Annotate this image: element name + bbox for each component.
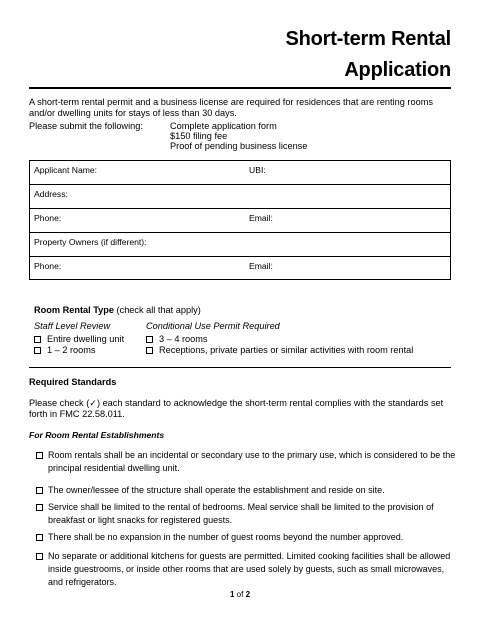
submit-item: $150 filing fee (170, 131, 228, 141)
owner-phone-label: Phone: (34, 261, 62, 271)
property-owners-label: Property Owners (if different): (34, 237, 147, 247)
standard-text: No separate or additional kitchens for guests are permitted. Limited cooking facilities shall be allowed inside guestrooms, or inside other rooms that are used solely by guests, such as small microwaves, and refrigerators. (48, 551, 451, 587)
room-rental-heading-note: (check all that apply) (113, 305, 201, 315)
checkbox-icon[interactable] (34, 336, 41, 343)
standard-item[interactable] (36, 484, 456, 497)
checkbox-icon[interactable] (36, 553, 43, 560)
checkbox-icon[interactable] (146, 347, 153, 354)
standard-text: The owner/lessee of the structure shall operate the establishment and reside on site. (48, 485, 385, 495)
standard-item[interactable] (36, 550, 456, 589)
email-label: Email: (249, 213, 273, 223)
room-rental-establishments-subheading: For Room Rental Establishments (29, 430, 165, 440)
standard-text: Room rentals shall be an incidental or secondary use to the primary use, which is considered to be the principal residential dwelling unit. (48, 450, 456, 473)
required-standards-heading: Required Standards (29, 377, 117, 387)
submit-item: Complete application form (170, 121, 277, 131)
page-title-line1: Short-term Rental (285, 28, 451, 50)
checkbox-icon[interactable] (36, 487, 43, 494)
submit-label: Please submit the following: (29, 121, 143, 131)
title-divider (29, 87, 451, 89)
standards-intro: Please check (✓) each standard to acknowledge the short-term rental complies with the standards set forth in FMC 22.58.011. (29, 398, 444, 419)
form-row-address[interactable] (30, 185, 450, 209)
page-total: 2 (245, 590, 251, 599)
checkbox-icon[interactable] (146, 336, 153, 343)
standard-item[interactable] (36, 449, 456, 475)
room-rental-heading-bold: Room Rental Type (34, 305, 114, 315)
checkbox-icon[interactable] (34, 347, 41, 354)
rental-option-receptions[interactable] (146, 345, 413, 356)
form-row-applicant[interactable] (30, 161, 450, 185)
rental-option-3-4-rooms[interactable] (146, 334, 208, 345)
rental-option-entire-unit[interactable] (34, 334, 124, 345)
form-row-owner-contact[interactable] (30, 257, 450, 281)
submit-item: Proof of pending business license (170, 141, 308, 151)
phone-label: Phone: (34, 213, 62, 223)
staff-review-title: Staff Level Review (34, 321, 111, 331)
room-rental-heading (34, 305, 201, 316)
standard-item[interactable] (36, 531, 456, 544)
rental-option-1-2-rooms[interactable] (34, 345, 96, 356)
cup-required-title: Conditional Use Permit Required (146, 321, 280, 331)
page-current: 1 (229, 590, 235, 599)
option-label: Receptions, private parties or similar activities with room rental (159, 345, 414, 355)
option-label: 1 – 2 rooms (47, 345, 96, 355)
form-row-contact[interactable] (30, 209, 450, 233)
form-row-property-owners[interactable] (30, 233, 450, 257)
applicant-info-form (29, 160, 451, 280)
section-divider (29, 367, 451, 368)
checkbox-icon[interactable] (36, 534, 43, 541)
standard-text: There shall be no expansion in the number of guest rooms beyond the number approved. (48, 532, 404, 542)
applicant-name-label: Applicant Name: (34, 165, 98, 175)
checkbox-icon[interactable] (36, 504, 43, 511)
intro-paragraph: A short-term rental permit and a business license are required for residences that are renting rooms and/or dwelling units for stays of less than 30 days. (29, 97, 433, 118)
option-label: 3 – 4 rooms (159, 334, 208, 344)
ubi-label: UBI: (249, 165, 266, 175)
address-label: Address: (34, 189, 68, 199)
page-title-line2: Application (344, 59, 451, 81)
owner-email-label: Email: (249, 261, 273, 271)
standard-item[interactable] (36, 501, 456, 527)
checkbox-icon[interactable] (36, 452, 43, 459)
option-label: Entire dwelling unit (47, 334, 125, 344)
page-number (0, 590, 480, 599)
standard-text: Service shall be limited to the rental of bedrooms. Meal service shall be limited to the provision of breakfast or light snacks for registered guests. (48, 502, 434, 525)
page-of: of (236, 590, 244, 599)
